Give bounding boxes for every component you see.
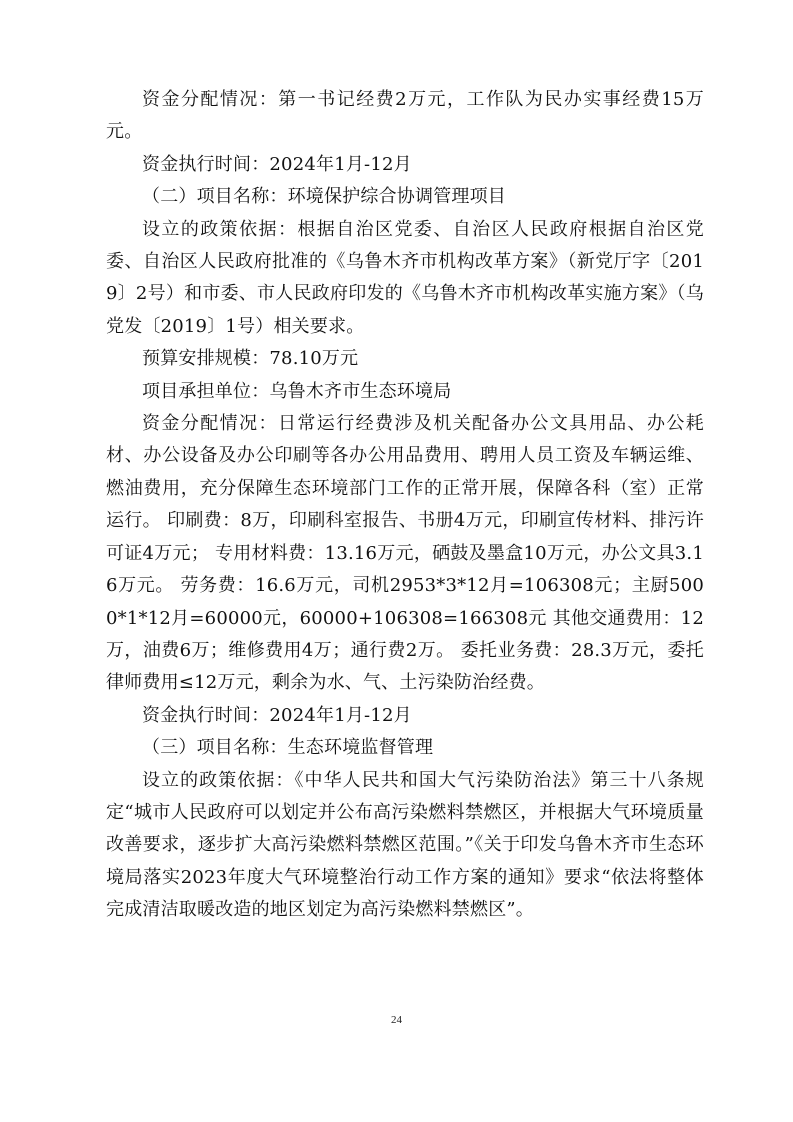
- heading-project-3: （三）项目名称：生态环境监督管理: [142, 737, 434, 759]
- paragraph-policy-basis-2: 设立的政策依据：根据自治区党委、自治区人民政府根据自治区党委、自治区人民政府批准的《乌鲁木齐市机构改革方案》（新党厅字〔2019〕2号）和市委、市人民政府印发的《乌鲁木齐市机构改革实施方案》（乌党发〔2019〕1号）相关要求。: [106, 218, 704, 337]
- paragraph-fund-allocation-1: 资金分配情况：第一书记经费2万元，工作队为民办实事经费15万元。: [106, 89, 704, 143]
- paragraph-policy-basis-3: 设立的政策依据：《中华人民共和国大气污染防治法》第三十八条规定“城市人民政府可以划定并公布高污染燃料禁燃区，并根据大气环境质量改善要求，逐步扩大高污染燃料禁燃区范围。”《关于印发乌鲁木齐市生态环境局落实2023年度大气环境整治行动工作方案的通知》要求“依法将整体完成清洁取暖改造的地区划定为高污染燃料禁燃区”。: [106, 769, 704, 921]
- document-body: [106, 84, 704, 927]
- paragraph-fund-allocation-2: 资金分配情况：日常运行经费涉及机关配备办公文具用品、办公耗材、办公设备及办公印刷等各办公用品费用、聘用人员工资及车辆运维、燃油费用，充分保障生态环境部门工作的正常开展，保障各科（室）正常运行。 印刷费：8万，印刷科室报告、书册4万元，印刷宣传材料、排污许可证4万元； 专用材料费：13.16万元，硒鼓及墨盒10万元，办公文具3.16万元。 劳务费：16.6万元，司机2953*3*12月=106308元；主厨5000*1*12月=60000元，60000+106308=166308元 其他交通费用：12万，油费6万；维修费用4万；通行费2万。 委托业务费：28.3万元，委托律师费用≤12万元，剩余为水、气、土污染防治经费。: [106, 413, 704, 694]
- paragraph-execution-time-1: 资金执行时间：2024年1月-12月: [142, 153, 412, 175]
- paragraph-responsible-unit-2: 项目承担单位：乌鲁木齐市生态环境局: [142, 380, 452, 402]
- heading-project-2: （二）项目名称：环境保护综合协调管理项目: [142, 186, 506, 208]
- page-number: 24: [391, 1014, 402, 1026]
- paragraph-budget-scale-2: 预算安排规模：78.10万元: [142, 348, 359, 370]
- paragraph-execution-time-2: 资金执行时间：2024年1月-12月: [142, 704, 412, 726]
